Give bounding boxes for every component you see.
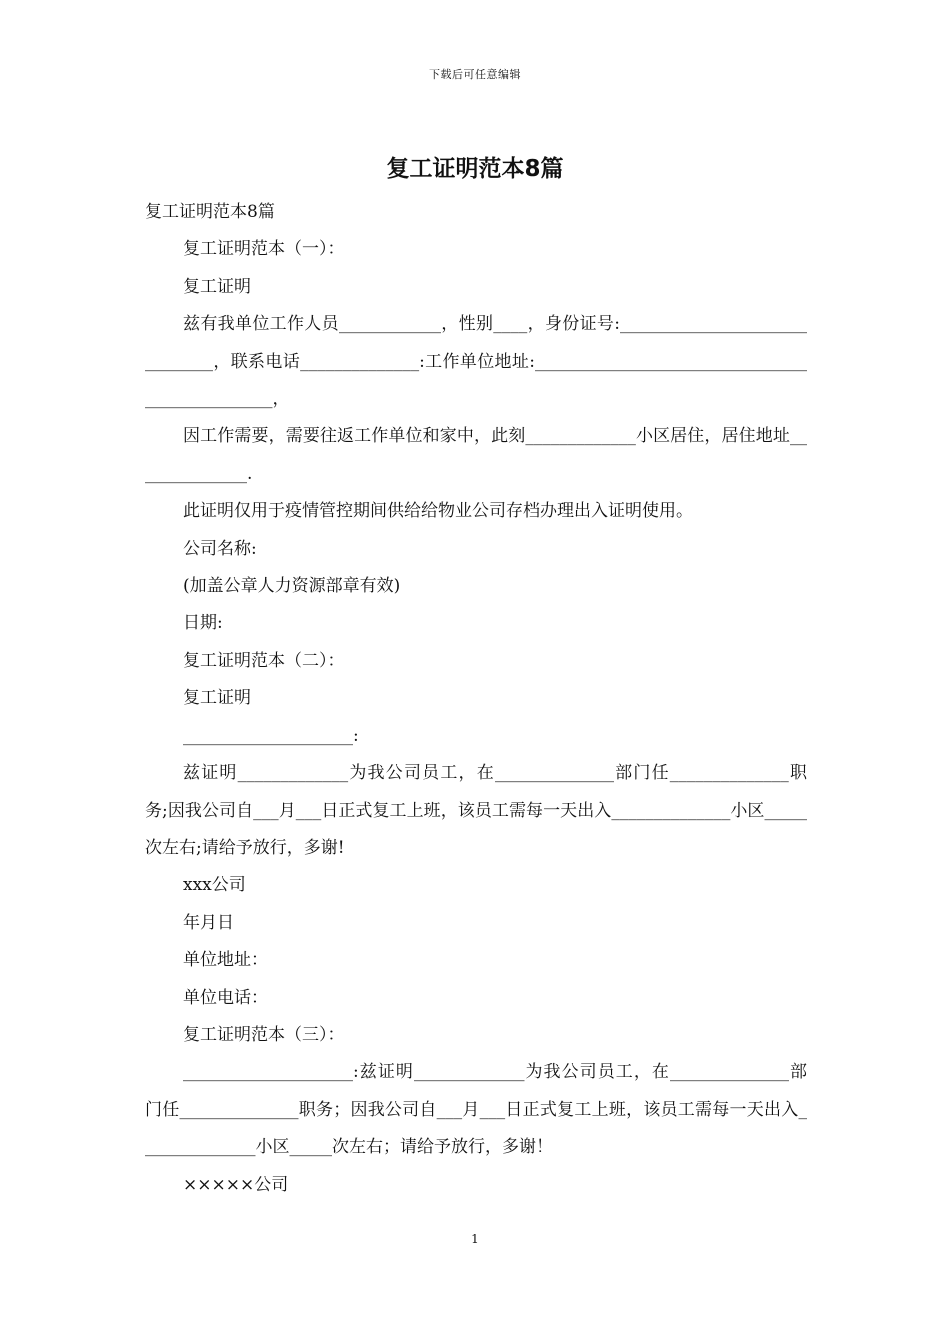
company-signature-line-3: ×××××公司 [183, 1174, 289, 1195]
certificate-heading-1: 复工证明 [183, 276, 251, 297]
header-note: 下载后可任意编辑 [429, 68, 521, 81]
body-paragraph-certification-2: 兹证明_____________为我公司员工，在______________部门任______________职务;因我公司自___月___日正式复工上班，该员工需每一天出入______________小区_____次左右;请给予放行，多谢! [145, 763, 807, 858]
body-paragraph-residence: 因工作需要，需要往返工作单位和家中，此刻_____________小区居住，居住地址______________. [145, 426, 807, 484]
document-title: 复工证明范本8篇 [386, 156, 564, 182]
body-paragraph-usage-note: 此证明仅用于疫情管控期间供给给物业公司存档办理出入证明使用。 [183, 501, 693, 522]
body-paragraph-certification-3: ____________________:兹证明_____________为我公司员工，在______________部门任______________职务；因我公司自___月___日正式复工上班，该员工需每一天出入______________小区_____次左右；请给予放行，多谢！ [145, 1062, 807, 1158]
unit-address-line: 单位地址： [183, 950, 268, 971]
section-heading-1: 复工证明范本（一）： [183, 239, 345, 260]
section-heading-3: 复工证明范本（三）： [183, 1024, 345, 1045]
addressee-line: ____________________: [183, 725, 359, 746]
date-signature-line: 年月日 [183, 912, 234, 933]
certificate-heading-2: 复工证明 [183, 688, 251, 709]
section-heading-2: 复工证明范本（二）： [183, 650, 345, 671]
document-body [145, 194, 807, 1204]
page-number: 1 [471, 1232, 479, 1246]
company-name-line: 公司名称: [183, 538, 257, 559]
body-paragraph-employee-info: 兹有我单位工作人员____________，性别____，身份证号:______________________________，联系电话______________:工作单位地址:_______________________________________________， [145, 314, 807, 410]
subtitle-paragraph: 复工证明范本8篇 [145, 202, 275, 222]
company-signature-line: xxx公司 [183, 875, 246, 896]
date-line: 日期: [183, 613, 223, 634]
unit-phone-line: 单位电话： [183, 987, 268, 1008]
seal-note-line: (加盖公章人力资源部章有效) [183, 576, 401, 597]
